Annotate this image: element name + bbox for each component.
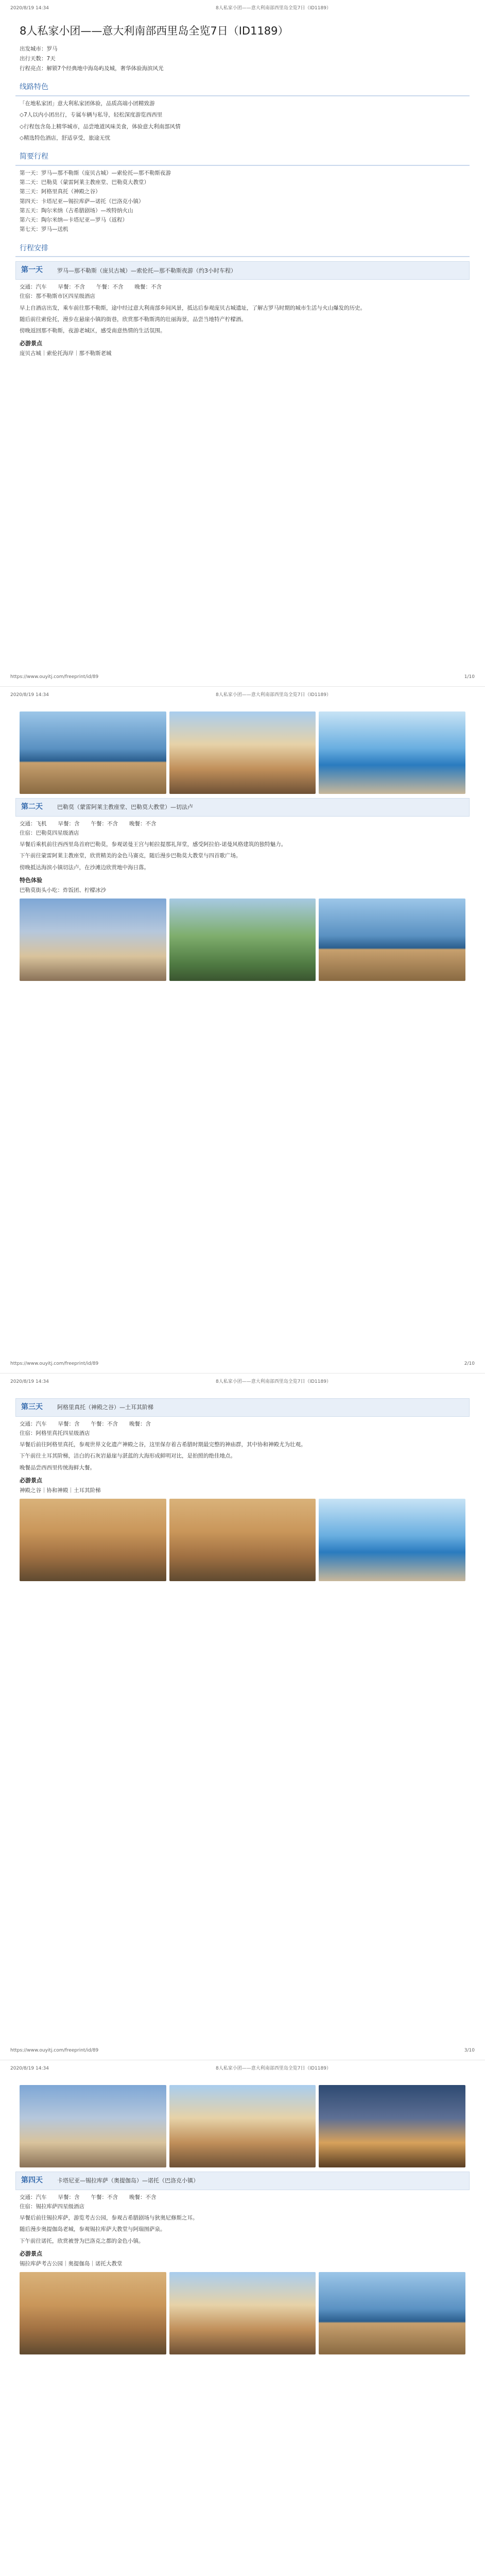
day-subdesc: 锡拉库萨考古公园｜奥提伽岛｜诺托大教堂 [20,2261,123,2267]
day-subhead: 必游景点 [20,2250,42,2258]
print-title: 8人私家小团——意大利南部西里岛全览7日（ID1189） [216,6,331,11]
day-hotel-row [20,829,465,837]
photo-ruins [169,1499,316,1581]
day-hotel-row [20,2202,465,2211]
feature-para: ◇行程包含岛上精华城市，品尝地道风味美食，体验意大利南部风情 [20,123,181,130]
photo-beach [319,899,465,981]
print-title: 8人私家小团——意大利南部西里岛全览7日（ID1189） [216,1379,331,1384]
day-desc: 晚餐品尝西西里传统海鲜大餐。 [20,1464,95,1471]
day-transport: 交通：汽车 [20,1420,47,1427]
doc-page-2 [0,687,485,1374]
day-transport: 交通：飞机 [20,820,47,827]
day-hotel: 住宿：锡拉库萨四星级酒店 [20,2203,84,2210]
photo-duomo [20,2085,166,2167]
print-footer [10,2047,475,2055]
day-bar [15,2172,470,2190]
print-timestamp: 2020/8/19 14:34 [10,692,49,698]
day-bar [15,798,470,817]
day-lunch: 午餐：不含 [91,2194,118,2200]
day-bar [15,261,470,280]
print-footer [10,674,475,681]
day-lunch: 午餐：不含 [91,820,118,827]
day-transport: 交通：汽车 [20,284,47,291]
day-dinner: 晚餐：不含 [129,2194,157,2200]
day-desc: 早餐后前往阿格里真托，参观世界文化遗产神殿之谷，这里保存着古希腊时期最完整的神庙群，其中协和神殿尤为壮观。 [20,1442,306,1448]
day-dinner: 晚餐：含 [129,1420,151,1427]
brief-row: 第五天：陶尔米纳（古希腊剧场）—埃特纳火山 [20,207,133,214]
day-info [20,283,465,291]
day-label: 第一天 [21,266,43,275]
photo-row [20,1499,465,1581]
doc-title: 8人私家小团——意大利南部西里岛全览7日（ID1189） [20,25,289,37]
day-desc: 早餐后前往锡拉库萨，游览考古公园，参观古希腊剧场与狄奥尼修斯之耳。 [20,2215,198,2222]
day-desc: 傍晚抵达海滨小镇切法卢，在沙滩边欣赏地中海日落。 [20,864,149,871]
day-label: 第四天 [21,2176,43,2184]
photo-night-square [319,2085,465,2167]
day-label: 第二天 [21,803,43,811]
day-subhead: 必游景点 [20,1477,42,1484]
print-header [10,5,475,12]
day-dinner: 晚餐：不含 [134,284,162,291]
features-title: 线路特色 [15,80,470,96]
page-number: 3/10 [464,2048,475,2054]
day-route: 卡塔尼亚—锡拉库萨（奥提伽岛）—诺托（巴洛克小镇） [57,2177,199,2184]
day-desc: 随后前往索伦托，漫步在悬崖小镇的街巷，欣赏那不勒斯湾的壮丽海景，品尝当地特产柠檬酒。 [20,316,247,323]
brief-row: 第七天：罗马—送机 [20,226,68,233]
doc-page-1 [0,0,485,687]
photo-coast [20,711,166,794]
day-bar [15,1398,470,1417]
day-desc: 随后漫步奥提伽岛老城，参观锡拉库萨大教堂与阿瑞图萨泉。 [20,2226,166,2233]
day-lunch: 午餐：不含 [96,284,124,291]
day-desc: 傍晚返回那不勒斯，夜游老城区，感受南意热情的生活氛围。 [20,328,166,334]
day-desc: 下午前往蒙雷阿莱主教座堂，欣赏精美的金色马赛克，随后漫步巴勒莫大教堂与四首歌广场。 [20,853,241,859]
day-dinner: 晚餐：不含 [129,820,157,827]
feature-para: ◇精选特色酒店，舒适享受，旅途无忧 [20,134,111,141]
day-route: 巴勒莫（蒙雷阿莱主教座堂、巴勒莫大教堂）—切法卢 [57,804,193,811]
photo-harbour [319,2272,465,2354]
day-desc: 下午前往诺托，欣赏被誉为巴洛克之都的金色小镇。 [20,2238,144,2244]
photo-cliffs [319,1499,465,1581]
day-breakfast: 早餐：含 [58,820,80,827]
day-subdesc: 庞贝古城｜索伦托海岸｜那不勒斯老城 [20,350,112,357]
day-lunch: 午餐：不含 [91,1420,118,1427]
day-breakfast: 早餐：不含 [58,284,85,291]
photo-countryside [169,899,316,981]
day-breakfast: 早餐：含 [58,1420,80,1427]
brief-row: 第三天：阿格里真托（神殿之谷） [20,189,101,195]
day-route: 阿格里真托（神殿之谷）—土耳其阶梯 [57,1404,153,1411]
feature-para: 「在地私家团」意大利私家团体验，品质高端小团精致游 [20,100,155,107]
day-hotel-row [20,292,465,300]
day-subhead: 必游景点 [20,340,42,347]
day-desc: 早上自酒店出发，乘车前往那不勒斯，途中经过意大利南部乡间风景，抵达后参观庞贝古城遗址，了解古罗马时期的城市生活与火山爆发的历史。 [20,304,366,311]
day-transport: 交通：汽车 [20,2194,47,2200]
print-url[interactable]: https://www.ouyitj.com/freeprint/id/89 [10,1361,99,1367]
print-url[interactable]: https://www.ouyitj.com/freeprint/id/89 [10,674,99,680]
meta-highlight: 行程亮点：解锁7个经典地中海岛屿及城，奢华体验海滨风光 [20,65,164,72]
day-info [20,1420,465,1428]
day-hotel-row [20,1429,465,1437]
photo-row [20,899,465,981]
day-label: 第三天 [21,1403,43,1411]
brief-row: 第二天：巴勒莫（蒙雷阿莱主教座堂、巴勒莫大教堂） [20,179,149,186]
page-number: 1/10 [464,674,475,680]
photo-row [20,711,465,794]
photo-old-town [169,2272,316,2354]
photo-theatre [20,2272,166,2354]
brief-row: 第六天：陶尔米纳—卡塔尼亚—罗马（返程） [20,217,128,224]
feature-para: ◇7人以内小团出行，专属车辆与私导，轻松深度游览西西里 [20,112,163,118]
meta-days: 出行天数：7天 [20,55,56,62]
day-desc: 早餐后乘机前往西西里岛首府巴勒莫，参观诺曼王宫与帕拉提那礼拜堂，感受阿拉伯-诺曼风格建筑的独特魅力。 [20,841,287,848]
doc-meta [15,45,470,73]
meta-city: 出发城市：罗马 [20,45,58,52]
brief-row: 第一天：罗马—那不勒斯（庞贝古城）—索伦托—那不勒斯夜游 [20,170,171,176]
print-timestamp: 2020/8/19 14:34 [10,2066,49,2071]
brief-title: 简要行程 [15,149,470,166]
photo-row [20,2272,465,2354]
photo-cathedral [20,899,166,981]
day-subdesc: 神殿之谷｜协和神殿｜土耳其阶梯 [20,1487,101,1494]
print-title: 8人私家小团——意大利南部西里岛全览7日（ID1189） [216,692,331,698]
photo-row [20,2085,465,2167]
print-title: 8人私家小团——意大利南部西里岛全览7日（ID1189） [216,2066,331,2071]
day-hotel: 住宿：那不勒斯市区四星级酒店 [20,293,95,300]
day-desc: 下午前往土耳其阶梯，洁白的石灰岩悬崖与湛蓝的大海形成鲜明对比，是拍照的绝佳地点。 [20,1453,236,1460]
print-header [10,1379,475,1386]
day-subhead: 特色体验 [20,877,42,884]
day-info [20,2193,465,2201]
doc-page-4 [0,2060,485,2576]
print-footer [10,1361,475,1368]
doc-page-3 [0,1374,485,2060]
photo-town [169,711,316,794]
print-timestamp: 2020/8/19 14:34 [10,6,49,11]
itinerary-title: 行程安排 [15,241,470,258]
print-timestamp: 2020/8/19 14:34 [10,1379,49,1384]
print-url[interactable]: https://www.ouyitj.com/freeprint/id/89 [10,2048,99,2054]
brief-row: 第四天：卡塔尼亚—锡拉库萨—诺托（巴洛克小镇） [20,198,144,205]
print-header [10,692,475,699]
day-subdesc: 巴勒莫街头小吃：炸饭团、柠檬冰沙 [20,887,106,894]
page-number: 2/10 [464,1361,475,1367]
day-info [20,820,465,828]
day-hotel: 住宿：阿格里真托四星级酒店 [20,1430,90,1436]
print-header [10,2065,475,2073]
day-breakfast: 早餐：含 [58,2194,80,2200]
photo-temple [20,1499,166,1581]
photo-bay [319,711,465,794]
day-hotel: 住宿：巴勒莫四星级酒店 [20,829,79,836]
photo-baroque-town [169,2085,316,2167]
day-route: 罗马—那不勒斯（庞贝古城）—索伦托—那不勒斯夜游（约3小时车程） [57,267,236,274]
